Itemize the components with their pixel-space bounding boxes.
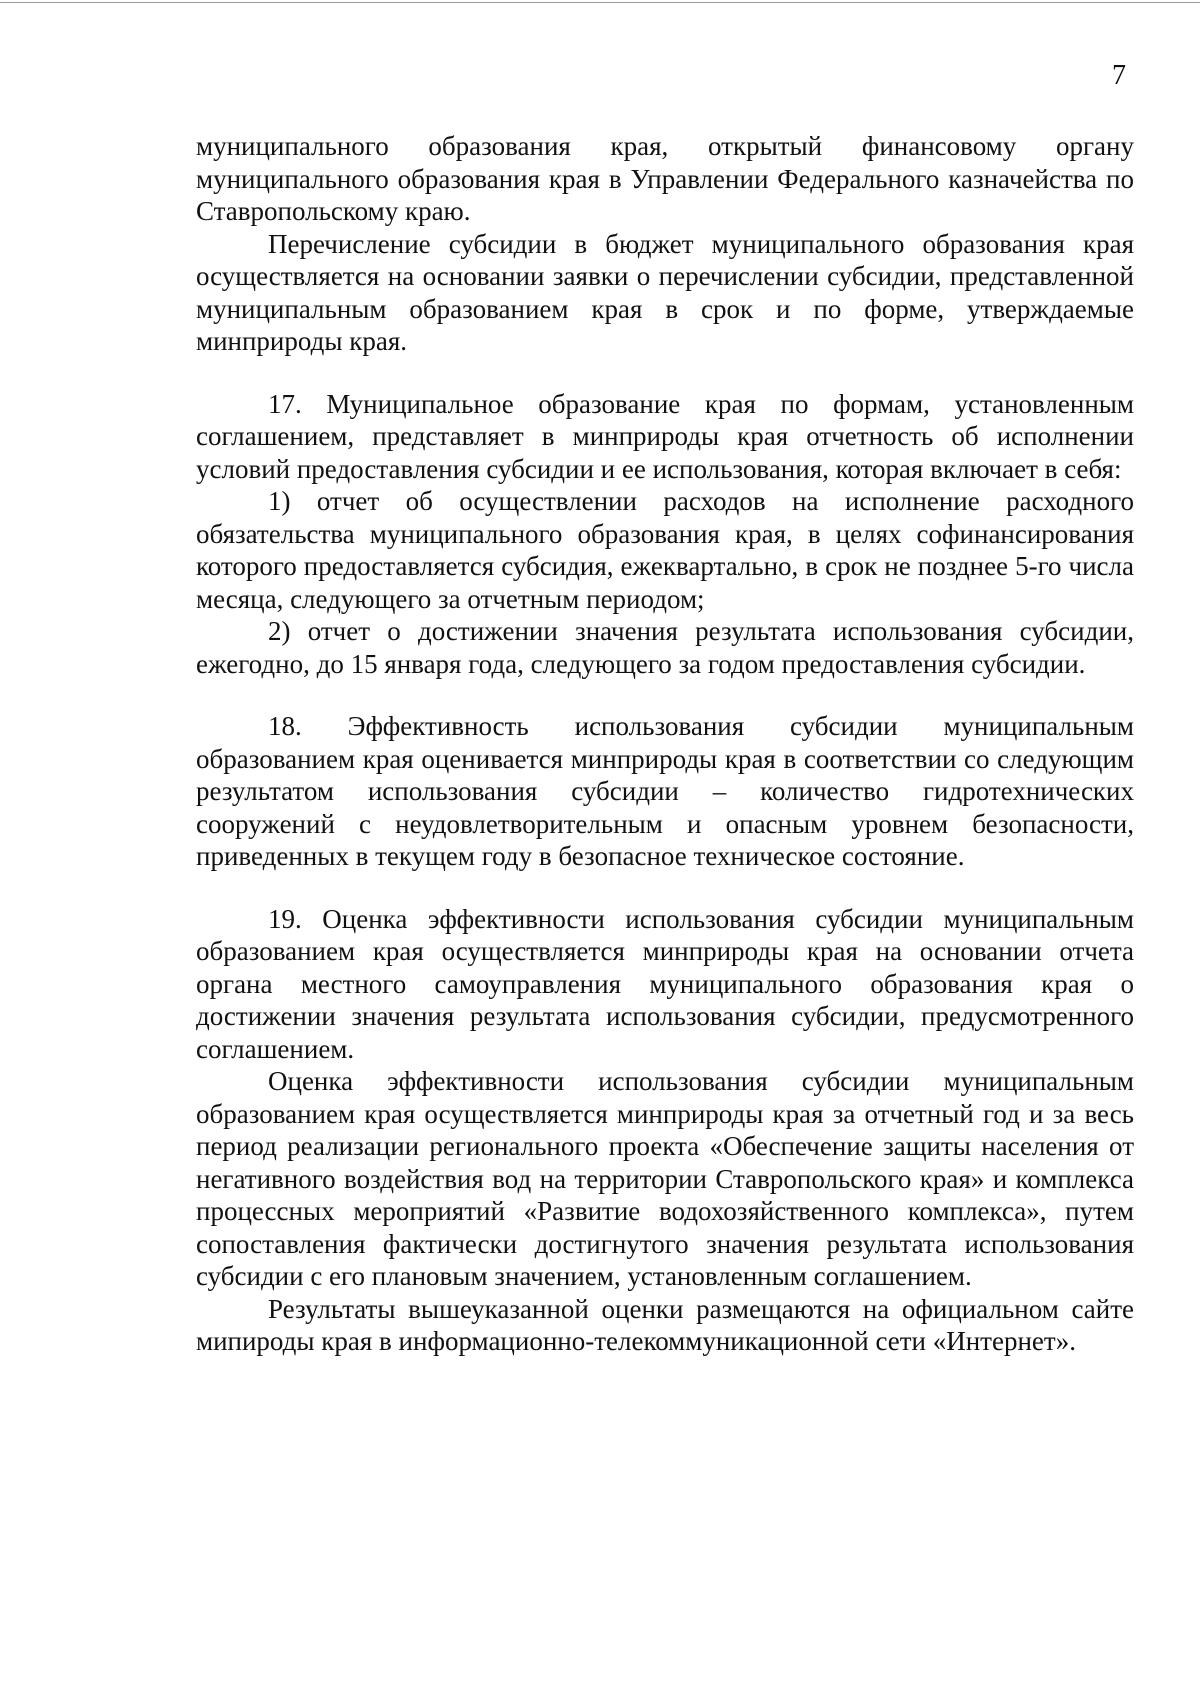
paragraph-efficiency-assessment: Оценка эффективности использования субсидии муниципальным образованием края осуществляется минприроды края за отчетный год и за весь период реализации регионального проекта «Обеспечение защиты населения от негативного воздействия вод на территории Ставропольского края» и комплекса процессных мероприятий «Развитие водохозяйственного комплекса», путем сопоставления фактически достигнутого значения результата использования субсидии с его плановым значением, установленным соглашением. (196, 1066, 1134, 1291)
page-number: 7 (1112, 60, 1126, 91)
top-border-line (0, 2, 1200, 3)
paragraph-item-19: 19. Оценка эффективности использования субсидии муниципальным образованием края осуществляется минприроды края на основании отчета органа местного самоуправления муниципального образования края о достижении значения результата использования субсидии, предусмотренного соглашением. (196, 903, 1134, 1064)
paragraph-item-18: 18. Эффективность использования субсидии муниципальным образованием края оценивается минприроды края в соответствии со следующим результатом использования субсидии – количество гидротехнических сооружений с неудовлетворительным и опасным уровнем безопасности, приведенных в текущем году в безопасное техническое состояние. (196, 711, 1134, 871)
paragraph-item-17-1: 1) отчет об осуществлении расходов на исполнение расходного обязательства муниципального образования края, в целях софинансирования которого предоставляется субсидия, ежеквартально, в срок не позднее 5-го числа месяца, следующего за отчетным периодом; (196, 486, 1134, 614)
paragraph-item-17-2: 2) отчет о достижении значения результата использования субсидии, ежегодно, до 15 января года, следующего за годом предоставления субсидии. (196, 616, 1134, 679)
document-body (196, 130, 1134, 1358)
paragraph-results-publication: Результаты вышеуказанной оценки размещаются на официальном сайте мипироды края в информационно-телекоммуникационной сети «Интернет». (196, 1293, 1134, 1356)
paragraph-item-17: 17. Муниципальное образование края по формам, установленным соглашением, представляет в минприроды края отчетность об исполнении условий предоставления субсидии и ее использования, которая включает в себя: (196, 388, 1134, 484)
paragraph-continuation: муниципального образования края, открытый финансовому органу муниципального образования края в Управлении Федерального казначейства по Ставропольскому краю. (196, 131, 1134, 226)
paragraph-subsidy-transfer: Перечисление субсидии в бюджет муниципального образования края осуществляется на основании заявки о перечислении субсидии, представленной муниципальным образованием края в срок и по форме, утверждаемые минприроды края. (196, 228, 1134, 356)
